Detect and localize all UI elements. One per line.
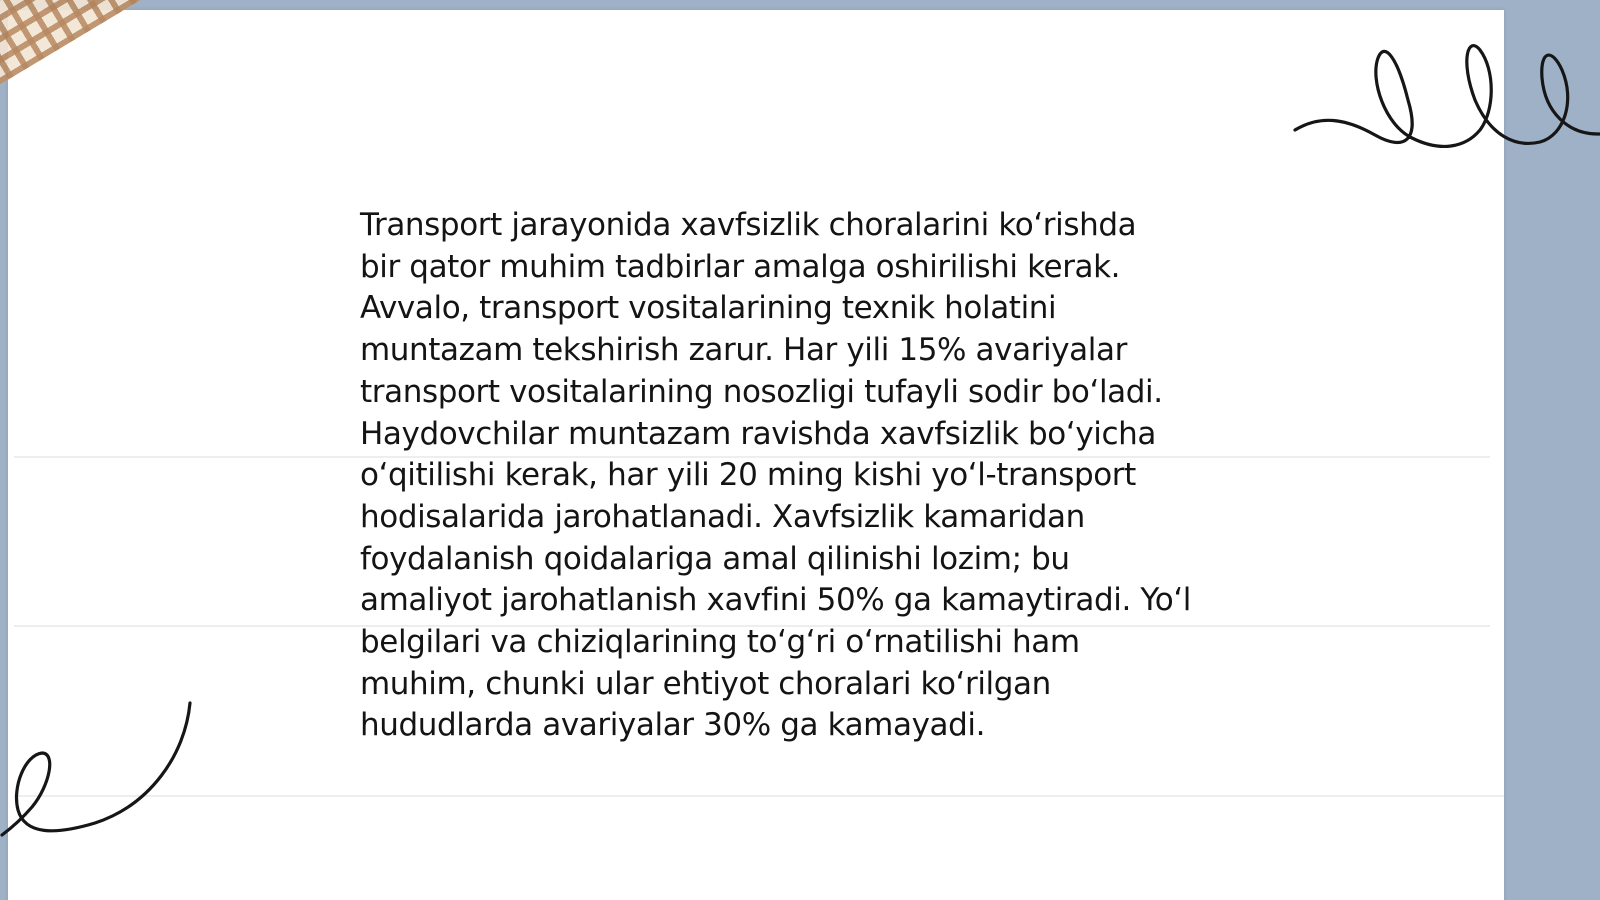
paragraph-line: Avvalo, transport vositalarining texnik holatini [360,290,1057,327]
paragraph-line: Transport jarayonida xavfsizlik choralarini ko‘rishda [360,207,1137,243]
swoosh-doodle-icon [0,695,200,845]
paragraph-line: bir qator muhim tadbirlar amalga oshirilishi kerak. [360,248,1121,285]
paragraph-line: hududlarda avariyalar 30% ga kamayadi. [360,707,986,744]
paragraph-line: Haydovchilar muntazam ravishda xavfsizlik bo‘yicha [360,415,1156,452]
paragraph-line: belgilari va chiziqlarining to‘g‘ri o‘rnatilishi ham [360,624,1080,661]
paragraph-line: o‘qitilishi kerak, har yili 20 ming kishi yo‘l-transport [360,457,1136,494]
paragraph-line: foydalanish qoidalariga amal qilinishi lozim; bu [360,540,1070,577]
paragraph-line: muhim, chunki ular ehtiyot choralari ko‘rilgan [360,665,1051,702]
loop-doodle-icon [1290,30,1600,165]
paragraph-line: hodisalarida jarohatlanadi. Xavfsizlik kamaridan [360,498,1085,535]
paragraph-line: muntazam tekshirish zarur. Har yili 15% avariyalar [360,332,1127,369]
paper-ruled-line [14,795,1504,797]
paragraph-line: amaliyot jarohatlanish xavfini 50% ga kamaytiradi. Yo‘l [360,582,1192,619]
paragraph-text [360,205,1260,747]
paragraph-line: transport vositalarining nosozligi tufayli sodir bo‘ladi. [360,373,1163,410]
